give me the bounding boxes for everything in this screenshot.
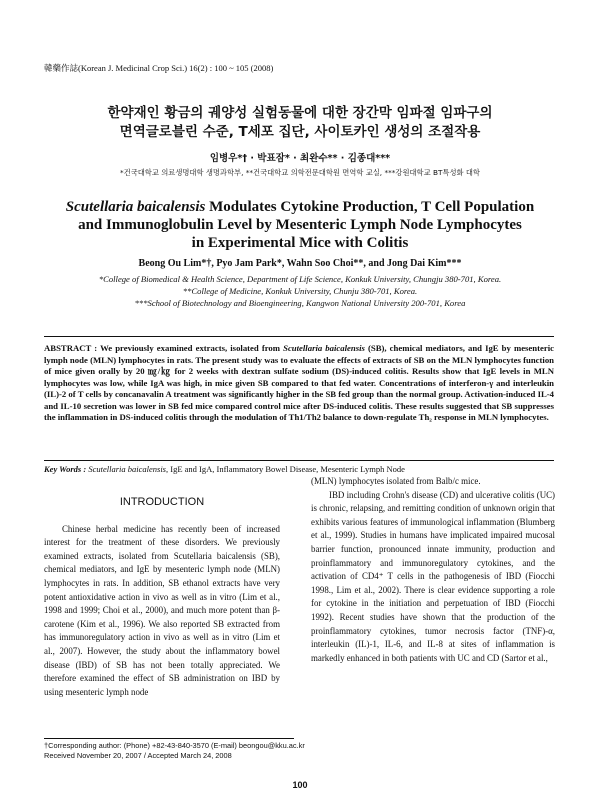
abstract-species: Scutellaria baicalensis	[283, 343, 365, 353]
korean-affiliations: *건국대학교 의료생명대학 생명과학부, **건국대학교 의학전문대학원 면역학 교실, ***강원대학교 BT특성화 대학	[120, 168, 480, 177]
right-column	[311, 475, 555, 665]
korean-title-line-1: 한약재인 황금의 궤양성 실험동물에 대한 장간막 임파절 임파구의	[107, 105, 493, 121]
intro-paragraph-1: Chinese herbal medicine has recently been of increased interest for the treatment of these disorders. We previously examined extracts, isolated from Scutellaria baicalensis (SB), chemical mediators, and IgE by mesenteric lymph node (MLN) lymphocytes in rats. In addition, SB ethanol extracts have very potent antioxidative action in vivo as well as in vitro (Lim et al., 1998 and 1999; Choi et al., 2000), and much more potent than β-carotene (Kim et al., 1996). We also reported SB extracted from has immunoregulatory action in vivo as well as in vitro (Lim et al., 2007). However, the study about the inflammatory bowel disease (IBD) of SB has not been totally appreciated. We therefore examined the effect of SB administration on IBD by using mesenteric lymph node	[44, 523, 280, 697]
english-title	[0, 198, 600, 252]
korean-title-line-2: 면역글로블린 수준, T세포 집단, 사이토카인 생성의 조절작용	[119, 124, 481, 140]
english-title-line-2: and Immunoglobulin Level by Mesenteric Lymph Node Lymphocytes	[78, 217, 522, 233]
introduction-heading: INTRODUCTION	[119, 496, 205, 508]
english-authors: Beong Ou Lim*†, Pyo Jam Park*, Wahn Soo Choi**, and Jong Dai Kim***	[138, 258, 462, 269]
keywords-label: Key Words :	[44, 464, 87, 474]
affiliation-3: ***School of Biotechnology and Bioengineering, Kangwon National University 200-701, Korea	[134, 298, 466, 308]
corresponding-author: †Corresponding author: (Phone) +82-43-840-3570 (E-mail) beongou@kku.ac.kr	[44, 741, 305, 750]
footnote-divider	[44, 738, 294, 739]
abstract-box	[44, 336, 554, 461]
abstract-part-1: We previously examined extracts, isolated from	[97, 343, 284, 353]
keywords-rest: , IgE and IgA, Inflammatory Bowel Disease, Mesenteric Lymph Node	[165, 464, 405, 474]
keywords-species: Scutellaria baicalensis	[88, 464, 166, 474]
page-number: 100	[292, 780, 308, 790]
affiliation-1: *College of Biomedical & Health Science, Department of Life Science, Konkuk University, Chungju 380-701, Korea.	[98, 274, 502, 284]
intro-paragraph-2: IBD including Crohn's disease (CD) and ulcerative colitis (UC) is chronic, relapsing, and remitting condition of unknown origin that exhibits various features of immunological inflammation (Blumberg et al., 1999). Studies in humans have implicated impaired mucosal barrier function, pronounced innate immunity, production and proinflammatory and immunoregulatory cytokines, and the activation of CD4⁺ T cells in the pathogenesis of IBD (Fiocchi 1998., Lim et al., 2002). There is clear evidence supporting a role for cytokine in the initiation and perpetuation of IBD (Fiocchi 1992). Recent studies have shown that the production of the proinflammatory cytokines, tumor necrosis factor (TNF)-α, interleukin (IL)-1, IL-6, and IL-8 at sites of inflammation is markedly enhanced in both patients with UC and CD (Sartor et al.,	[311, 489, 555, 663]
received-accepted-dates: Received November 20, 2007 / Accepted March 24, 2008	[44, 751, 232, 760]
journal-header: 韓藥作誌(Korean J. Medicinal Crop Sci.) 16(2) : 100 ~ 105 (2008)	[44, 63, 274, 73]
title-line-1-rest: Modulates Cytokine Production, T Cell Population	[205, 199, 535, 215]
abstract-text	[44, 343, 554, 424]
english-affiliations	[0, 273, 600, 309]
footnote	[44, 741, 305, 761]
left-column	[44, 496, 280, 699]
korean-authors: 임병우*† · 박표잠* · 최완수** · 김종대***	[209, 153, 391, 164]
affiliation-2: **College of Medicine, Konkuk University, Chunju 380-701, Korea.	[182, 286, 418, 296]
english-title-line-1	[0, 198, 600, 216]
abstract-label: ABSTRACT :	[44, 343, 98, 353]
intro-paragraph-1-continued: (MLN) lymphocytes isolated from Balb/c mice.	[311, 476, 481, 486]
korean-title	[0, 104, 600, 142]
keywords	[44, 464, 556, 474]
title-species-name: Scutellaria baicalensis	[65, 199, 206, 215]
english-title-line-3: in Experimental Mice with Colitis	[191, 235, 409, 251]
abstract-part-2: (SB), chemical mediators, and IgE by mesenteric lymph node (MLN) lymphocytes in rats. The present study was to evaluate the effects of extracts of SB on the MLN lymphocytes function of mice given orally by 20 ㎎/㎏ for 2 weeks with dextran sulfate sodium (DS)-induced colitis. Results show that IgE levels in MLN lymphocytes was low, while IgA was high, in mice given SB compared to that fed water. Concentrations of interferon-γ and interleukin (IL)-2 of T cells by concanavalin A treatment was significantly higher in the SB fed group than the normal group. Activation-induced IL-4 and IL-10 secretion was lower in SB fed mice compared control mice after DS-induced colitis. These results suggested that SB suppresses the inflammation in DS-induced colitis through the modulation of Th1/Th2 balance to down-regulate Th₂ response in MLN lymphocytes.	[44, 343, 554, 422]
